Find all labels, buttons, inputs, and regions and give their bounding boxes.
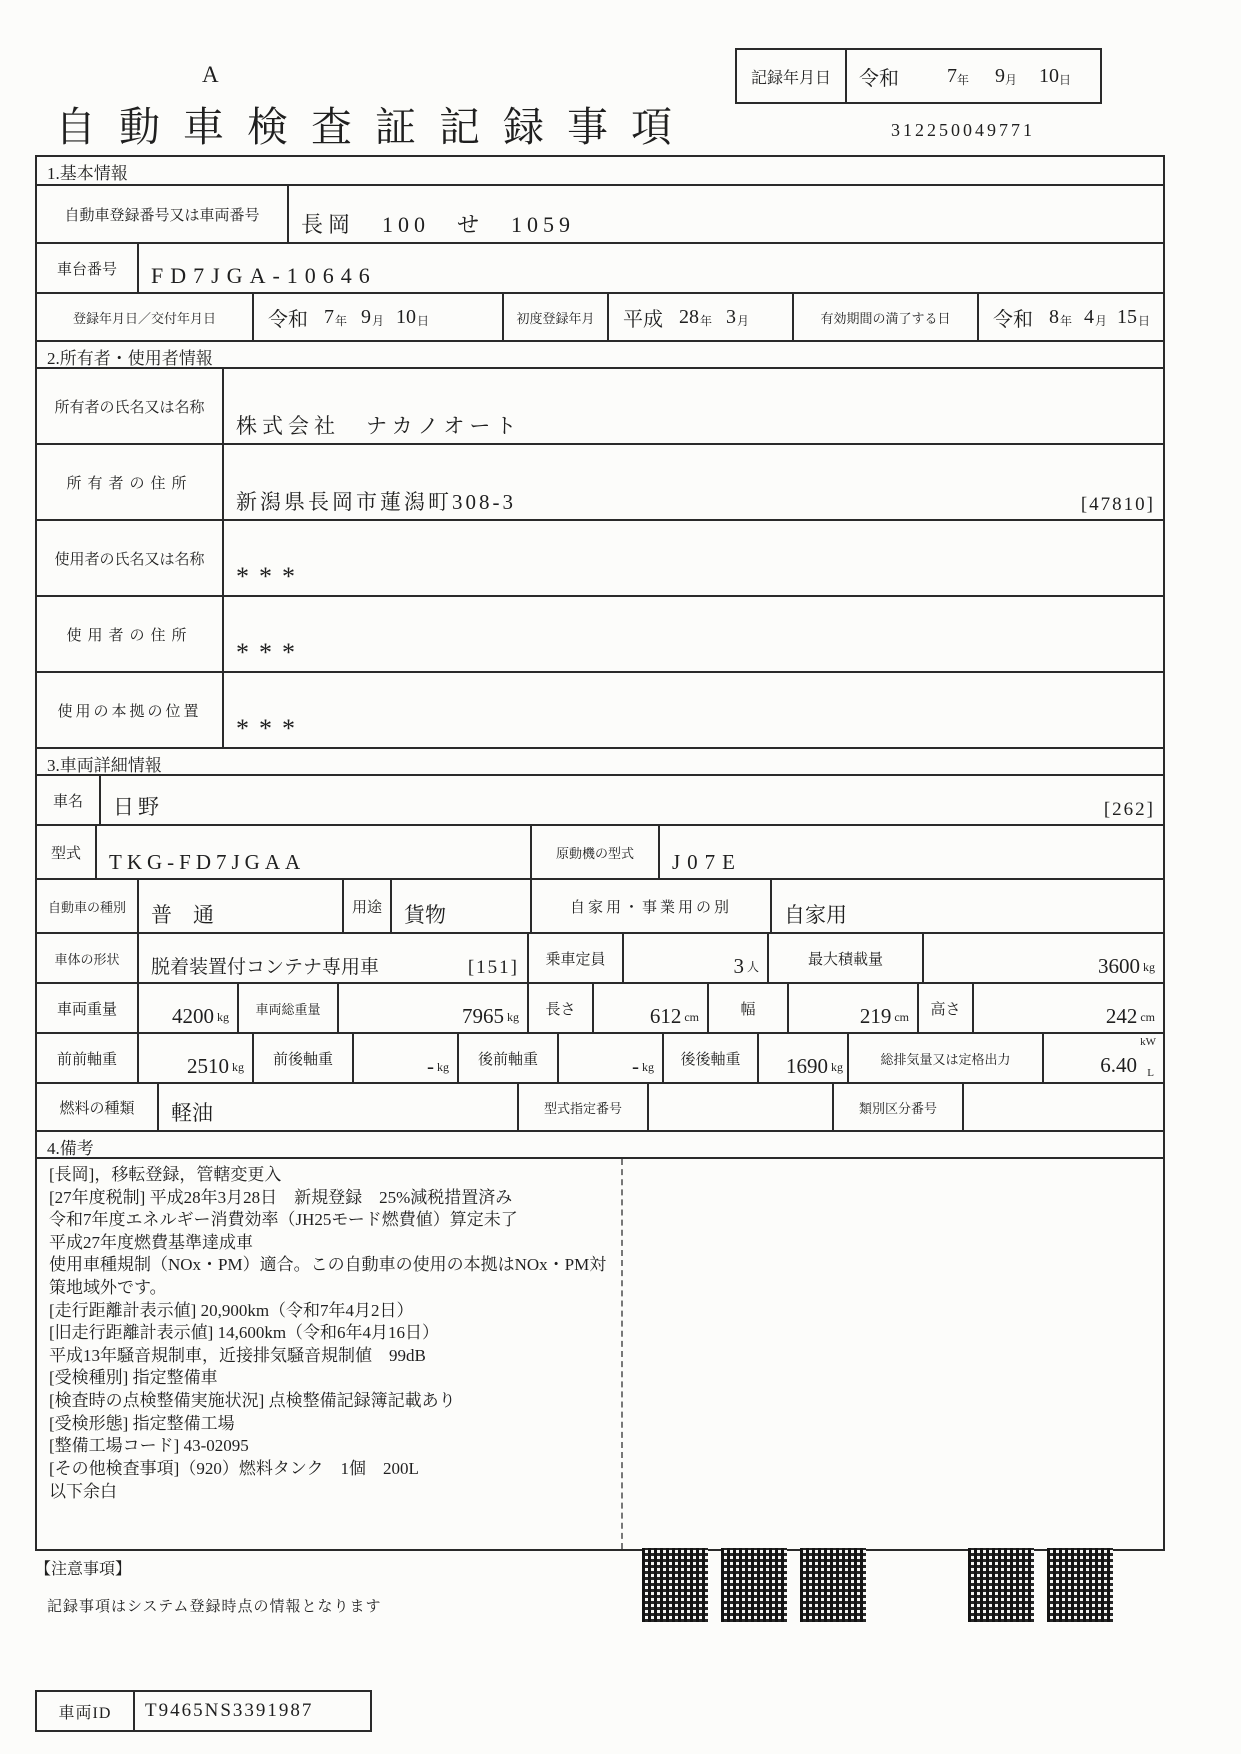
chassis-number-row [37, 242, 1163, 292]
kw-unit: kW [1140, 1036, 1156, 1048]
registration-date-month: 9 [361, 305, 372, 328]
capacity-label: 乗車定員 [527, 934, 622, 982]
car-name-value-cell [99, 776, 1163, 824]
first-registration-month: 3 [726, 305, 737, 328]
max-load-label: 最大積載量 [767, 934, 922, 982]
plate-number-value: 長岡 100 せ 1059 [287, 186, 1163, 242]
notice-text: 記録事項はシステム登録時点の情報となります [47, 1599, 382, 1615]
vehicle-weight-value: 4200 [172, 1004, 214, 1028]
year-unit: 年 [1060, 313, 1073, 328]
plate-number-label: 自動車登録番号又は車両番号 [64, 207, 260, 224]
car-name-label: 車名 [52, 793, 83, 810]
front-front-axle-label: 前前軸重 [56, 1051, 117, 1068]
record-date-value [847, 50, 1100, 102]
owner-address-value-cell [222, 445, 1163, 519]
expiry-date-value [977, 294, 1163, 340]
car-name-code: [262] [1103, 799, 1155, 820]
vehicle-weight-value-cell [137, 984, 237, 1032]
body-shape-row [37, 932, 1163, 982]
first-registration-value [607, 294, 792, 340]
class-number-label: 類別区分番号 [832, 1084, 962, 1130]
vehicle-weight-label: 車両重量 [56, 1001, 117, 1018]
expiry-date-year: 8 [1049, 305, 1059, 328]
capacity-value-cell [622, 934, 767, 982]
day-unit: 日 [1059, 73, 1072, 87]
owner-address-value: 新潟県長岡市蓮潟町308-3 [236, 490, 516, 514]
model-value: TKG-FD7JGAA [95, 826, 530, 878]
category-label: 自動車の種別 [47, 899, 126, 915]
owner-name-row [37, 367, 1163, 443]
registration-date-year: 7 [324, 305, 334, 328]
body-shape-value-cell [137, 934, 527, 982]
capacity-value: 3 [733, 954, 744, 978]
rear-rear-axle-value-cell [757, 1034, 847, 1082]
liter-unit: L [1147, 1067, 1154, 1079]
body-shape-code: [151] [467, 957, 519, 978]
remark-line: [旧走行距離計表示値] 14,600km（令和6年4月16日） [49, 1323, 440, 1343]
car-name-value: 日野 [113, 795, 163, 819]
section2-header: 2.所有者・使用者情報 [37, 340, 1163, 367]
record-date-label: 記録年月日 [737, 50, 847, 102]
record-date-year: 7 [947, 64, 957, 87]
rear-rear-axle-value: 1690 [786, 1054, 828, 1078]
month-unit: 月 [737, 313, 750, 328]
remark-line: [長岡]，移転登録，管轄変更入 [49, 1165, 282, 1184]
kg-unit: kg [831, 1060, 843, 1074]
owner-address-label: 所有者の住所 [66, 475, 193, 492]
cm-unit: cm [894, 1010, 909, 1024]
body-shape-value: 脱着装置付コンテナ専用車 [151, 957, 380, 978]
gross-weight-value: 7965 [462, 1004, 504, 1028]
base-location-row [37, 671, 1163, 747]
kg-unit: kg [217, 1010, 229, 1024]
user-address-value: *** [222, 597, 1163, 671]
category-row [37, 878, 1163, 932]
max-load-value-cell [922, 934, 1163, 982]
user-name-value: *** [222, 521, 1163, 595]
vehicle-id-box [35, 1690, 372, 1732]
displacement-label: 総排気量又は定格出力 [847, 1034, 1042, 1082]
document-number: 312250049771 [891, 120, 1035, 140]
remark-line: [27年度税制] 平成28年3月28日 新規登録 25%減税措置済み [49, 1187, 513, 1207]
registration-date-value [252, 294, 502, 340]
registration-dates-row [37, 292, 1163, 340]
record-date-month: 9 [995, 64, 1006, 87]
month-unit: 月 [1095, 313, 1108, 328]
page-mark: A [202, 62, 219, 87]
remark-line: 平成13年騒音規制車，近接排気騒音規制値 99dB [49, 1345, 426, 1365]
year-unit: 年 [335, 313, 348, 328]
chassis-number-value: FD7JGA-10646 [137, 244, 1163, 292]
kg-unit: kg [232, 1060, 244, 1074]
remark-line: [検査時の点検整備実施状況] 点検整備記録簿記載あり [49, 1391, 456, 1411]
gross-weight-label: 車両総重量 [237, 984, 337, 1032]
length-value: 612 [649, 1004, 682, 1028]
remark-line: 平成27年度燃費基準達成車 [49, 1232, 253, 1252]
body-shape-label: 車体の形状 [54, 951, 120, 967]
registration-date-label: 登録年月日／交付年月日 [72, 310, 216, 326]
front-rear-axle-label: 前後軸重 [252, 1034, 352, 1082]
page-title: 自動車検査証記録事項 [55, 104, 695, 150]
cm-unit: cm [1140, 1010, 1155, 1024]
remarks-row [37, 1157, 1163, 1549]
length-value-cell [592, 984, 707, 1032]
registration-date-day: 10 [396, 305, 417, 328]
height-label: 高さ [917, 984, 972, 1032]
record-date-day: 10 [1039, 64, 1060, 87]
owner-name-label: 所有者の氏名又は名称 [54, 399, 205, 416]
kg-unit: kg [1143, 960, 1155, 974]
model-row [37, 824, 1163, 878]
day-unit: 日 [417, 313, 430, 328]
fuel-row [37, 1082, 1163, 1130]
year-unit: 年 [700, 313, 713, 328]
width-label: 幅 [707, 984, 787, 1032]
kg-unit: kg [642, 1060, 654, 1074]
section3-header: 3.車両詳細情報 [37, 747, 1163, 774]
owner-address-code: [47810] [1080, 494, 1155, 515]
qr-code [968, 1548, 1034, 1622]
month-unit: 月 [1005, 73, 1018, 87]
record-date-era: 令和 [859, 67, 899, 90]
rear-front-axle-value: - [632, 1054, 639, 1078]
cm-unit: cm [684, 1010, 699, 1024]
month-unit: 月 [372, 313, 385, 328]
base-location-value: *** [222, 673, 1163, 747]
plate-number-row [37, 184, 1163, 242]
width-value: 219 [859, 1004, 892, 1028]
first-registration-year: 28 [679, 305, 699, 328]
first-registration-era: 平成 [623, 308, 663, 331]
front-rear-axle-value-cell [352, 1034, 457, 1082]
height-value: 242 [1105, 1004, 1138, 1028]
type-designation-value [647, 1084, 832, 1130]
front-rear-axle-value: - [427, 1054, 434, 1078]
remark-line: 使用車種規制（NOx・PM）適合。この自動車の使用の本拠はNOx・PM対策地域外です。 [49, 1255, 607, 1298]
expiry-date-label: 有効期間の満了する日 [792, 294, 977, 340]
chassis-number-label: 車台番号 [56, 261, 117, 278]
remarks-empty-column [623, 1159, 1163, 1549]
expiry-date-day: 15 [1117, 305, 1138, 328]
kg-unit: kg [507, 1010, 519, 1024]
car-name-row [37, 774, 1163, 824]
weight-row [37, 982, 1163, 1032]
class-number-value [962, 1084, 1163, 1130]
expiry-date-era: 令和 [993, 308, 1033, 331]
notice-title: 【注意事項】 [35, 1561, 132, 1578]
rear-front-axle-value-cell [557, 1034, 662, 1082]
owner-name-value: 株式会社 ナカノオート [222, 369, 1163, 443]
person-unit: 人 [746, 960, 759, 974]
type-designation-label: 型式指定番号 [517, 1084, 647, 1130]
displacement-value: 6.40 [1100, 1053, 1137, 1077]
qr-code [721, 1548, 787, 1622]
section4-header: 4.備考 [37, 1130, 1163, 1157]
model-label: 型式 [50, 845, 81, 862]
user-address-label: 使用者の住所 [66, 627, 193, 644]
remark-line: 令和7年度エネルギー消費効率（JH25モード燃費値）算定未了 [49, 1210, 518, 1230]
private-business-label: 自家用・事業用の別 [530, 880, 770, 932]
length-label: 長さ [527, 984, 592, 1032]
width-value-cell [787, 984, 917, 1032]
base-location-label: 使用の本拠の位置 [57, 703, 202, 720]
displacement-value-cell [1042, 1034, 1163, 1082]
qr-code [1047, 1548, 1113, 1622]
qr-code [800, 1548, 866, 1622]
remark-line: [受検種別] 指定整備車 [49, 1368, 218, 1388]
year-unit: 年 [957, 73, 970, 87]
gross-weight-value-cell [337, 984, 527, 1032]
fuel-type-value: 軽油 [157, 1084, 517, 1130]
category-value: 普 通 [137, 880, 342, 932]
expiry-date-month: 4 [1084, 305, 1095, 328]
vehicle-id-label: 車両ID [37, 1692, 135, 1730]
registration-date-era: 令和 [268, 308, 308, 331]
main-table [35, 155, 1165, 1551]
front-front-axle-value-cell [137, 1034, 252, 1082]
private-business-value: 自家用 [770, 880, 1163, 932]
axle-weight-row [37, 1032, 1163, 1082]
use-label: 用途 [342, 880, 390, 932]
remark-line: [受検形態] 指定整備工場 [49, 1413, 235, 1433]
max-load-value: 3600 [1098, 954, 1140, 978]
remark-line: [整備工場コード] 43-02095 [49, 1436, 249, 1456]
remarks-text-column [37, 1159, 623, 1549]
fuel-type-label: 燃料の種類 [59, 1100, 135, 1117]
rear-front-axle-label: 後前軸重 [457, 1034, 557, 1082]
owner-address-row [37, 443, 1163, 519]
qr-code [642, 1548, 708, 1622]
kg-unit: kg [437, 1060, 449, 1074]
rear-rear-axle-label: 後後軸重 [662, 1034, 757, 1082]
engine-model-value: J07E [658, 826, 1163, 878]
front-front-axle-value: 2510 [187, 1054, 229, 1078]
height-value-cell [972, 984, 1163, 1032]
remark-line: [その他検査事項]（920）燃料タンク 1個 200L [49, 1458, 419, 1478]
vehicle-id-value: T9465NS3391987 [145, 1700, 314, 1721]
day-unit: 日 [1138, 313, 1151, 328]
record-date-box [735, 48, 1102, 104]
user-address-row [37, 595, 1163, 671]
first-registration-label: 初度登録年月 [502, 294, 607, 340]
remark-line: [走行距離計表示値] 20,900km（令和7年4月2日） [49, 1300, 414, 1320]
use-value: 貨物 [390, 880, 530, 932]
user-name-row [37, 519, 1163, 595]
user-name-label: 使用者の氏名又は名称 [54, 551, 205, 568]
remark-line: 以下余白 [49, 1481, 117, 1501]
engine-model-label: 原動機の型式 [530, 826, 658, 878]
section1-header: 1.基本情報 [47, 164, 128, 183]
